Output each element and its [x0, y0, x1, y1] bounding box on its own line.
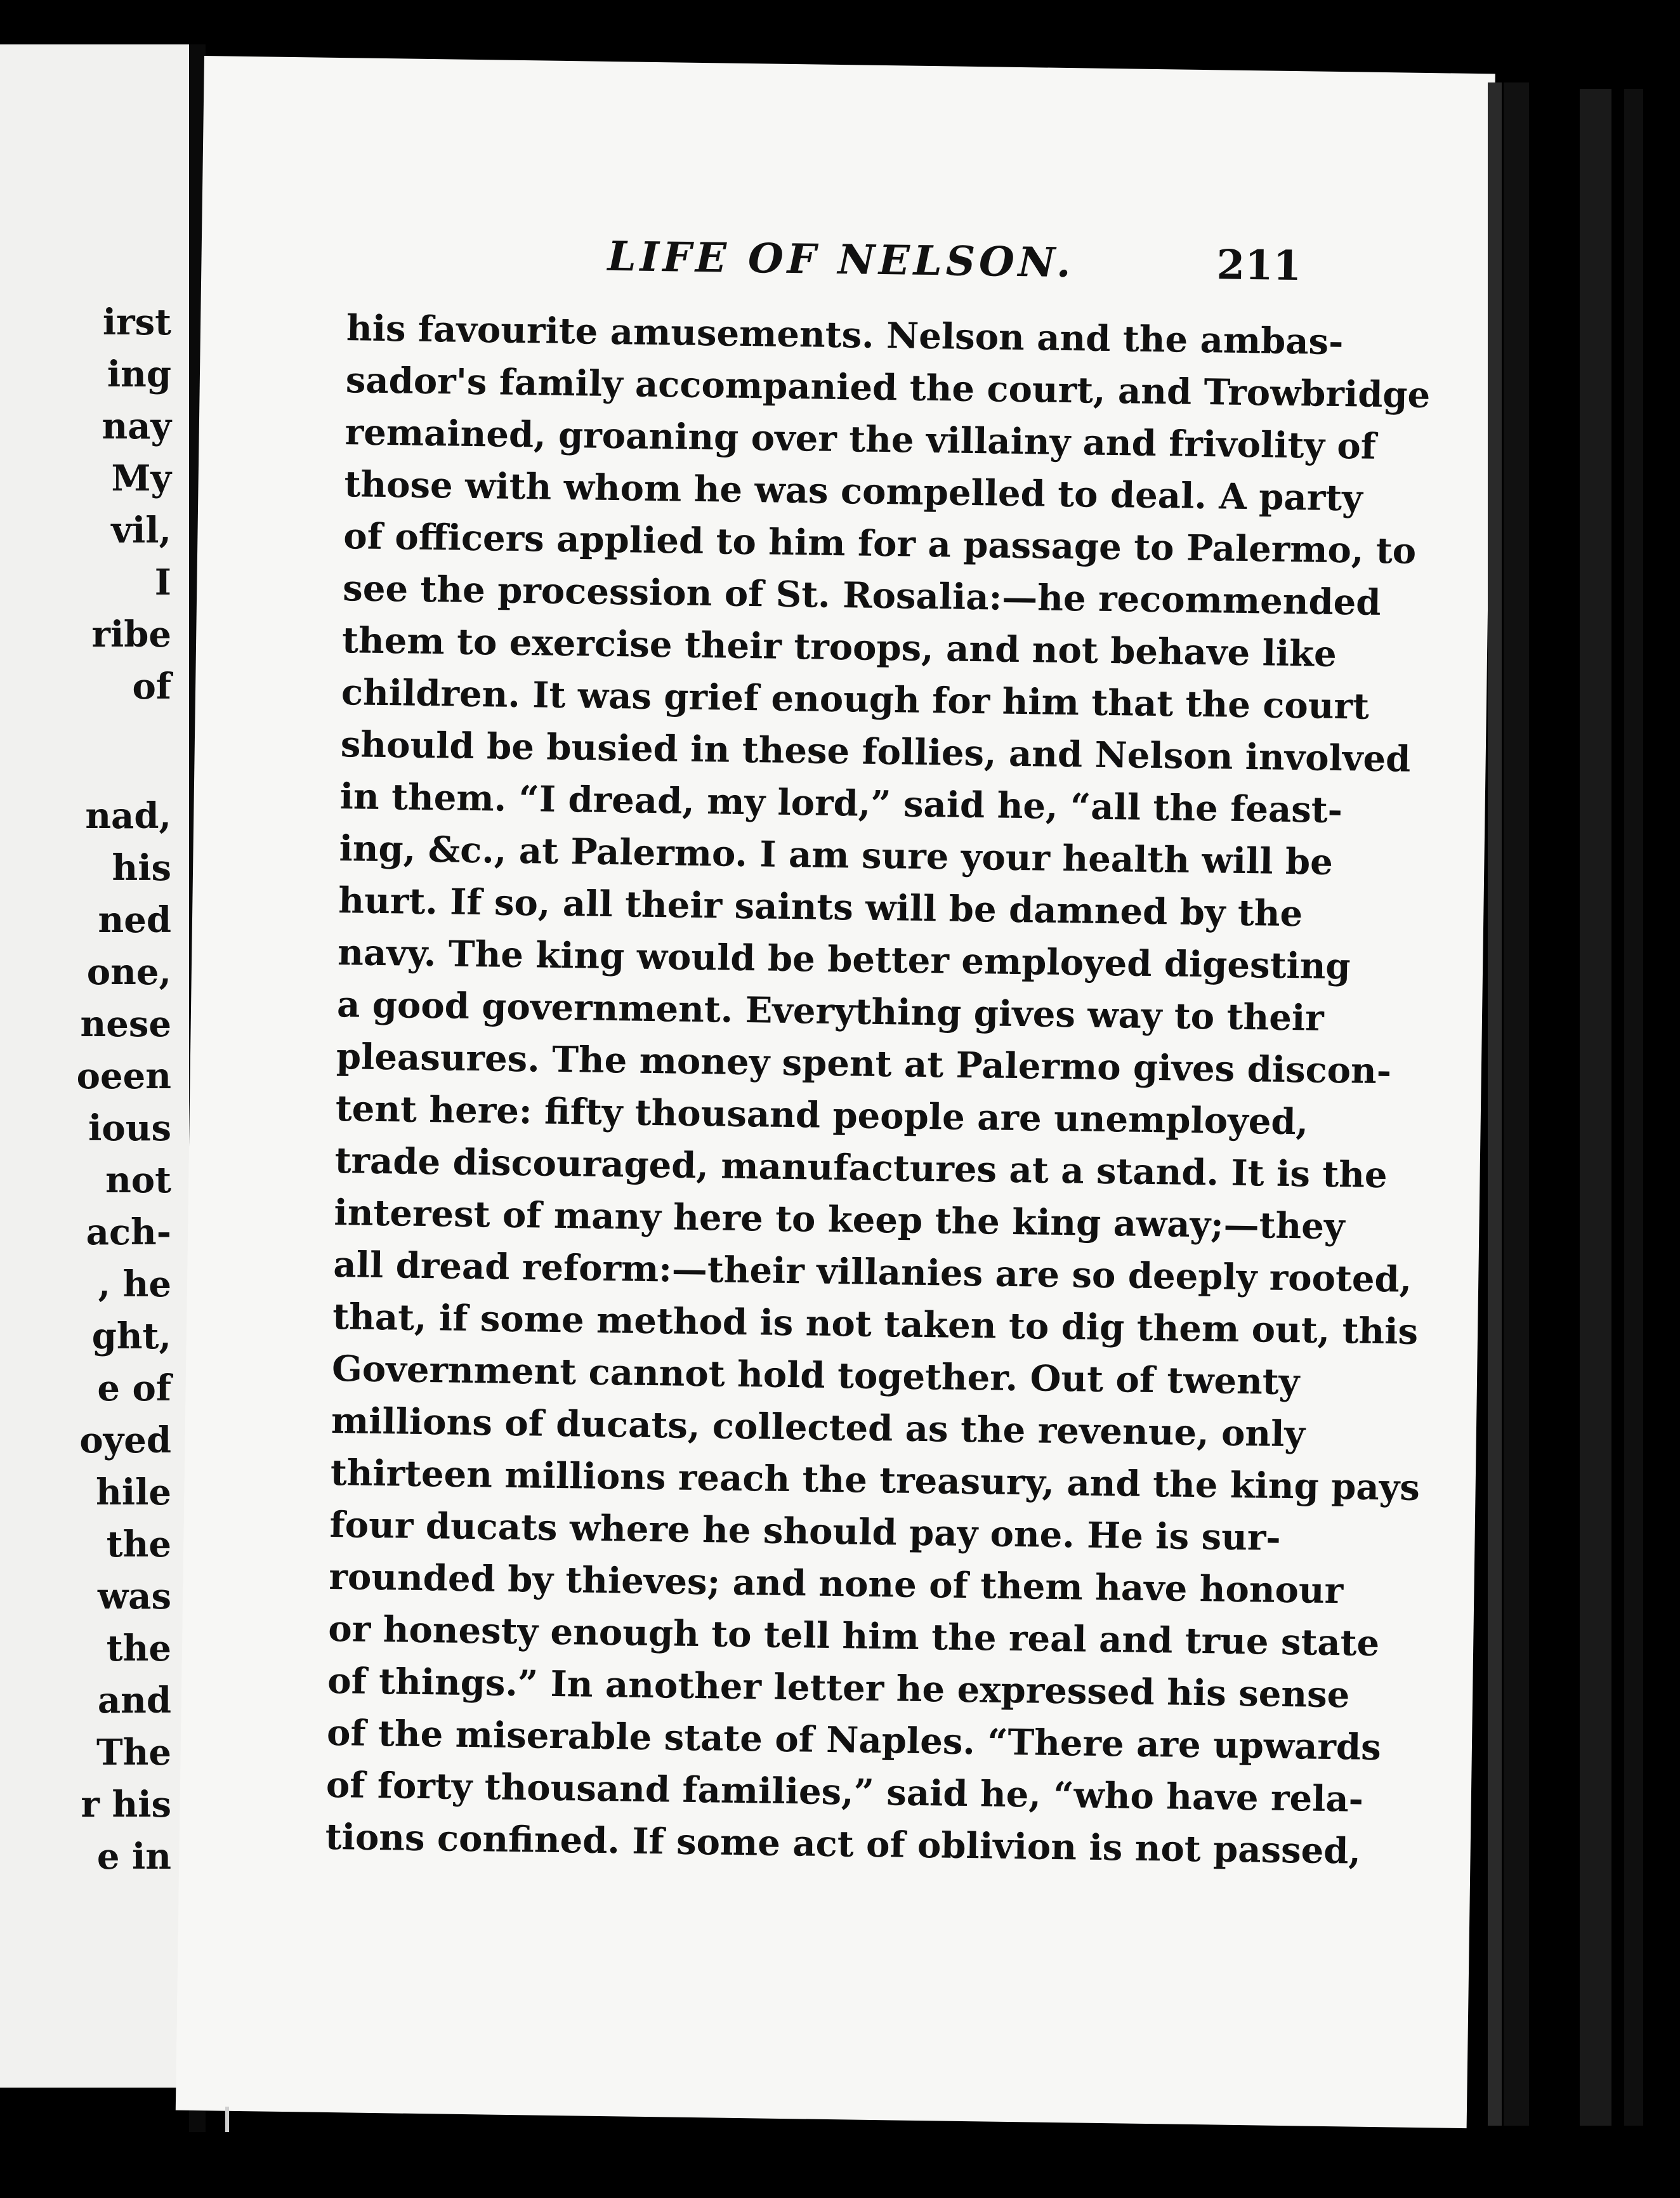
left-page-fragment: irst	[102, 301, 171, 343]
text-line: tent here: fifty thousand people are unemployed,	[335, 1088, 1309, 1143]
left-page-fragment: r his	[81, 1784, 171, 1826]
binding-strip	[1504, 82, 1529, 2126]
text-line: in them. “I dread, my lord,” said he, “all the feast-	[339, 775, 1343, 832]
left-page-fragment: e in	[96, 1836, 171, 1878]
left-page-fragment: not	[105, 1159, 171, 1201]
text-line: of officers applied to him for a passage to Palermo, to	[343, 515, 1417, 572]
left-page-fragment: ribe	[91, 614, 171, 655]
left-page-fragment: ing	[107, 353, 171, 395]
left-page-fragment: oeen	[76, 1055, 171, 1097]
left-page-fragment: ned	[98, 899, 171, 941]
left-page-fragment: , he	[98, 1263, 171, 1305]
text-line: four ducats where he should pay one. He is sur-	[329, 1503, 1282, 1559]
text-line: of forty thousand families,” said he, “who have rela-	[325, 1763, 1364, 1820]
text-line: interest of many here to keep the king away;—they	[334, 1192, 1345, 1248]
left-page-fragment: hile	[96, 1471, 171, 1513]
text-line: them to exercise their troops, and not behave like	[341, 619, 1337, 676]
left-page-fragment: the	[106, 1628, 171, 1669]
text-line: his favourite amusements. Nelson and the ambas-	[346, 307, 1344, 364]
text-line: that, if some method is not taken to dig them out, this	[332, 1296, 1419, 1353]
running-head	[201, 227, 1493, 302]
text-line: should be busied in these follies, and Nelson involved	[340, 723, 1411, 780]
left-page-fragment: ious	[88, 1107, 171, 1149]
left-page-fragment: I	[154, 562, 171, 603]
text-line: hurt. If so, all their saints will be damned by the	[338, 879, 1303, 935]
text-line: see the procession of St. Rosalia:—he recommended	[342, 567, 1381, 624]
text-line: sador's family accompanied the court, and Trowbridge	[345, 359, 1431, 417]
text-line: thirteen millions reach the treasury, and the king pays	[330, 1451, 1421, 1509]
text-line: a good government. Everything gives way to their	[336, 984, 1325, 1039]
page-number: 211	[1216, 241, 1302, 291]
text-line: remained, groaning over the villainy and frivolity of	[345, 411, 1377, 468]
left-page-fragment: vil,	[111, 510, 171, 551]
text-line: of things.” In another letter he expressed his sense	[327, 1659, 1350, 1716]
left-page-fragment: of	[132, 666, 171, 707]
binding-strip	[1624, 89, 1643, 2126]
text-line: children. It was grief enough for him that the court	[341, 671, 1370, 728]
text-line: navy. The king would be better employed digesting	[337, 931, 1351, 988]
text-line: tions confined. If some act of oblivion is not passed,	[325, 1815, 1362, 1872]
left-page-fragment: his	[112, 847, 171, 889]
text-line: rounded by thieves; and none of them have honour	[329, 1555, 1344, 1612]
left-page-fragment: nad,	[85, 795, 171, 837]
text-line: millions of ducats, collected as the revenue, only	[331, 1400, 1306, 1456]
text-line: those with whom he was compelled to deal. A party	[344, 463, 1363, 520]
book-page	[176, 56, 1495, 2128]
left-page-fragment: ght,	[91, 1315, 171, 1357]
text-line: ing, &c., at Palermo. I am sure your health will be	[339, 827, 1334, 883]
text-line: pleasures. The money spent at Palermo gives discon-	[336, 1036, 1392, 1093]
left-page-fragment: one,	[86, 951, 171, 993]
text-line: Government cannot hold together. Out of twenty	[331, 1348, 1300, 1404]
left-page-fragment: the	[106, 1523, 171, 1565]
left-page-fragment: and	[97, 1680, 171, 1721]
left-page-fragment: was	[97, 1576, 171, 1617]
left-page-fragment: oyed	[79, 1419, 171, 1461]
left-page-fragment: ach-	[86, 1211, 171, 1253]
left-page-fragment: My	[111, 457, 171, 499]
binding-strip	[1580, 89, 1611, 2126]
body-text	[325, 302, 1431, 1876]
left-page-fragment: The	[96, 1732, 171, 1774]
left-page-fragment: e of	[97, 1367, 171, 1409]
text-line: all dread reform:—their villanies are so deeply rooted,	[332, 1244, 1412, 1301]
text-line: of the miserable state of Naples. “There are upwards	[326, 1711, 1382, 1769]
left-page-fragment: nay	[102, 405, 171, 447]
text-line: or honesty enough to tell him the real and true state	[327, 1607, 1380, 1665]
text-line: trade discouraged, manufactures at a stand. It is the	[334, 1140, 1388, 1197]
page-edge	[1488, 82, 1502, 2126]
previous-page-fragment	[0, 44, 189, 2088]
running-title: LIFE OF NELSON.	[607, 232, 1075, 287]
scan-mark	[225, 2107, 229, 2132]
left-page-fragment: nese	[80, 1003, 171, 1045]
